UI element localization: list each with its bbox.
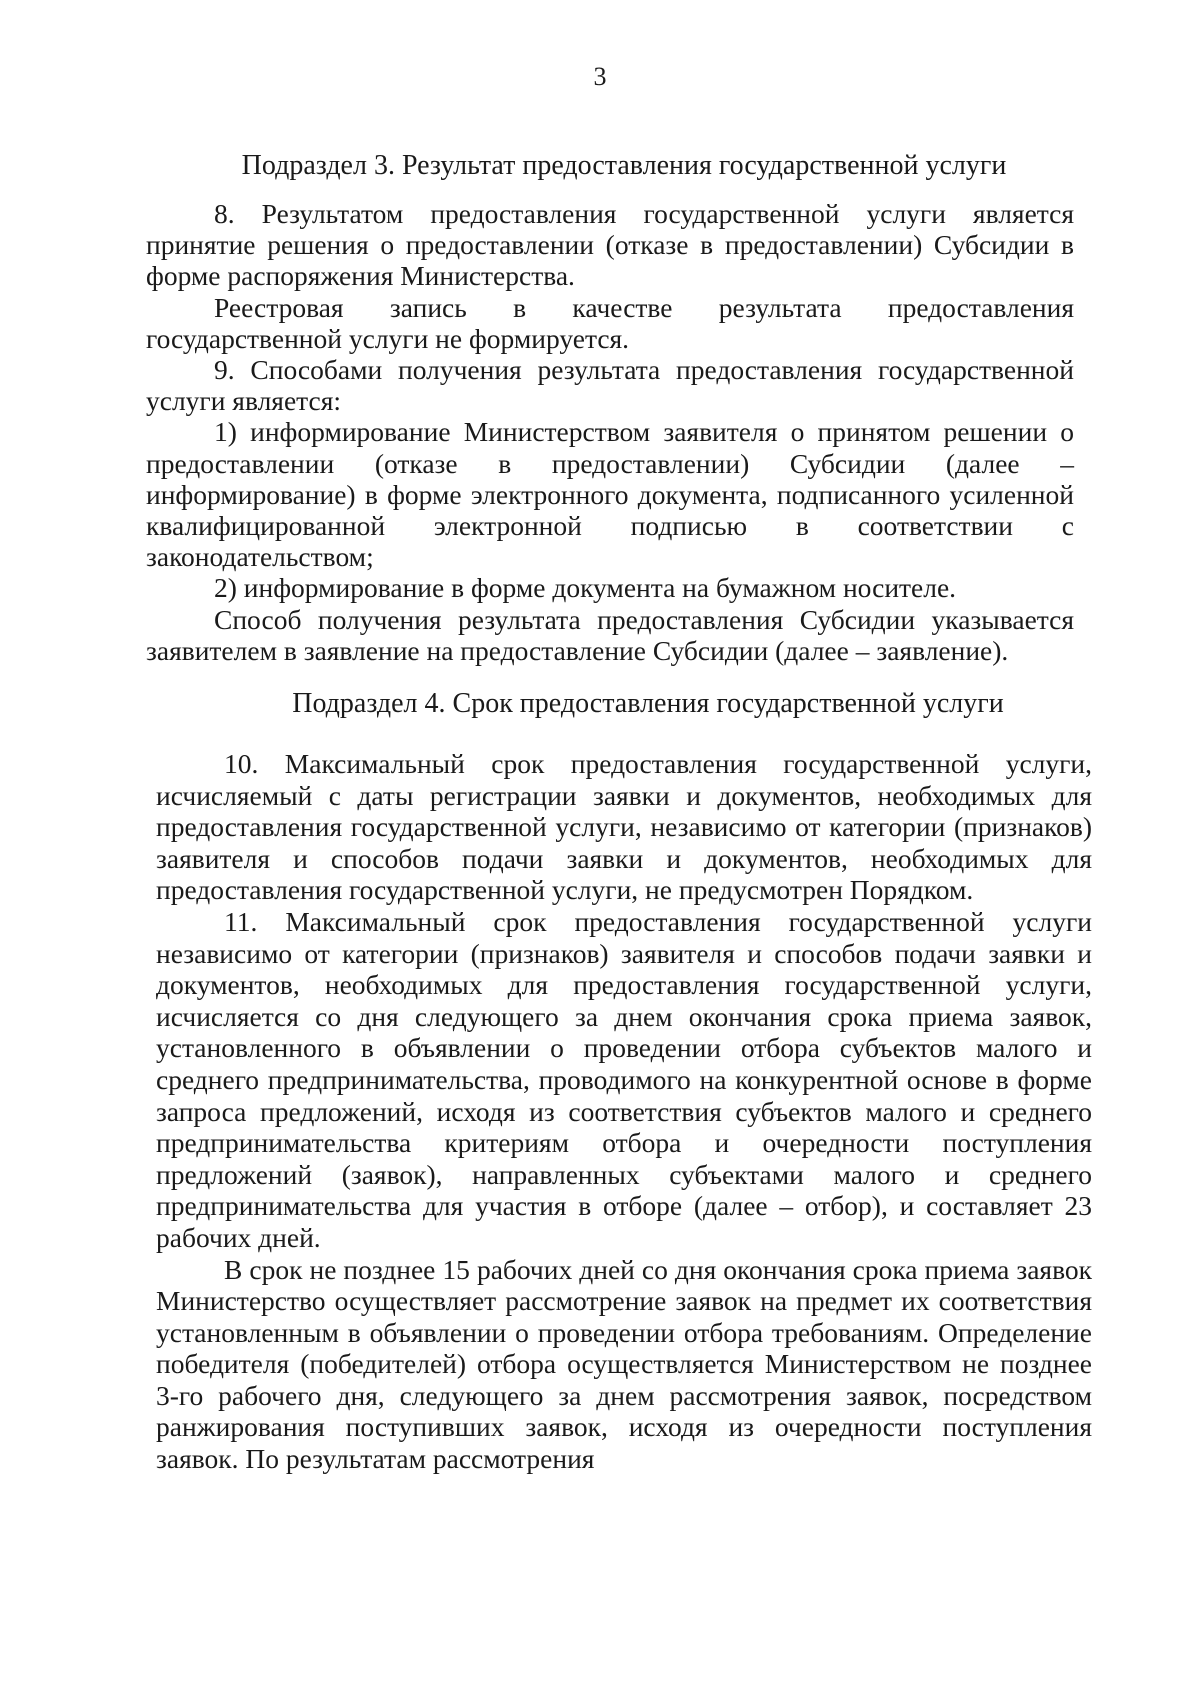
section-4-heading: Подраздел 4. Срок предоставления государственной услуги	[292, 688, 1004, 719]
section-3-body	[146, 198, 1074, 666]
paragraph-review-term: В срок не позднее 15 рабочих дней со дня окончания срока приема заявок Министерство осуществляет рассмотрение заявок на предмет их соответствия установленным в объявлении о проведении отбора требованиям. Определение победителя (победителей) отбора осуществляется Министерством не позднее 3-го рабочего дня, следующего за днем рассмотрения заявок, посредством ранжирования поступивших заявок, исходя из очередности поступления заявок. По результатам рассмотрения	[156, 1253, 1092, 1475]
paragraph-8: 8. Результатом предоставления государственной услуги является принятие решения о предоставлении (отказе в предоставлении) Субсидии в форме распоряжения Министерства.	[146, 198, 1074, 292]
paragraph-receiving-method: Способ получения результата предоставления Субсидии указывается заявителем в заявление на предоставление Субсидии (далее – заявление).	[146, 603, 1074, 666]
paragraph-registry-entry: Реестровая запись в качестве результата предоставления государственной услуги не формируется.	[146, 291, 1074, 354]
list-item-2: 2) информирование в форме документа на бумажном носителе.	[214, 572, 957, 604]
page-number: 3	[593, 62, 607, 91]
list-item-1: 1) информирование Министерством заявителя о принятом решении о предоставлении (отказе в предоставлении) Субсидии (далее – информирование) в форме электронного документа, подписанного усиленной квалифицированной электронной подписью в соответствии с законодательством;	[146, 416, 1074, 573]
section-4-body	[156, 748, 1092, 1475]
section-3-heading: Подраздел 3. Результат предоставления государственной услуги	[241, 150, 1007, 181]
paragraph-9: 9. Способами получения результата предоставления государственной услуги является:	[146, 354, 1074, 417]
paragraph-11: 11. Максимальный срок предоставления государственной услуги независимо от категории (признаков) заявителя и способов подачи заявки и документов, необходимых для предоставления государственной услуги, исчисляется со дня следующего за днем окончания срока приема заявок, установленного в объявлении о проведении отбора субъектов малого и среднего предпринимательства, проводимого на конкурентной основе в форме запроса предложений, исходя из соответствия субъектов малого и среднего предпринимательства критериям отбора и очередности поступления предложений (заявок), направленных субъектами малого и среднего предпринимательства для участия в отборе (далее – отбор), и составляет 23 рабочих дней.	[156, 905, 1092, 1253]
paragraph-10: 10. Максимальный срок предоставления государственной услуги, исчисляемый с даты регистрации заявки и документов, необходимых для предоставления государственной услуги, независимо от категории (признаков) заявителя и способов подачи заявки и документов, необходимых для предоставления государственной услуги, не предусмотрен Порядком.	[156, 748, 1092, 906]
